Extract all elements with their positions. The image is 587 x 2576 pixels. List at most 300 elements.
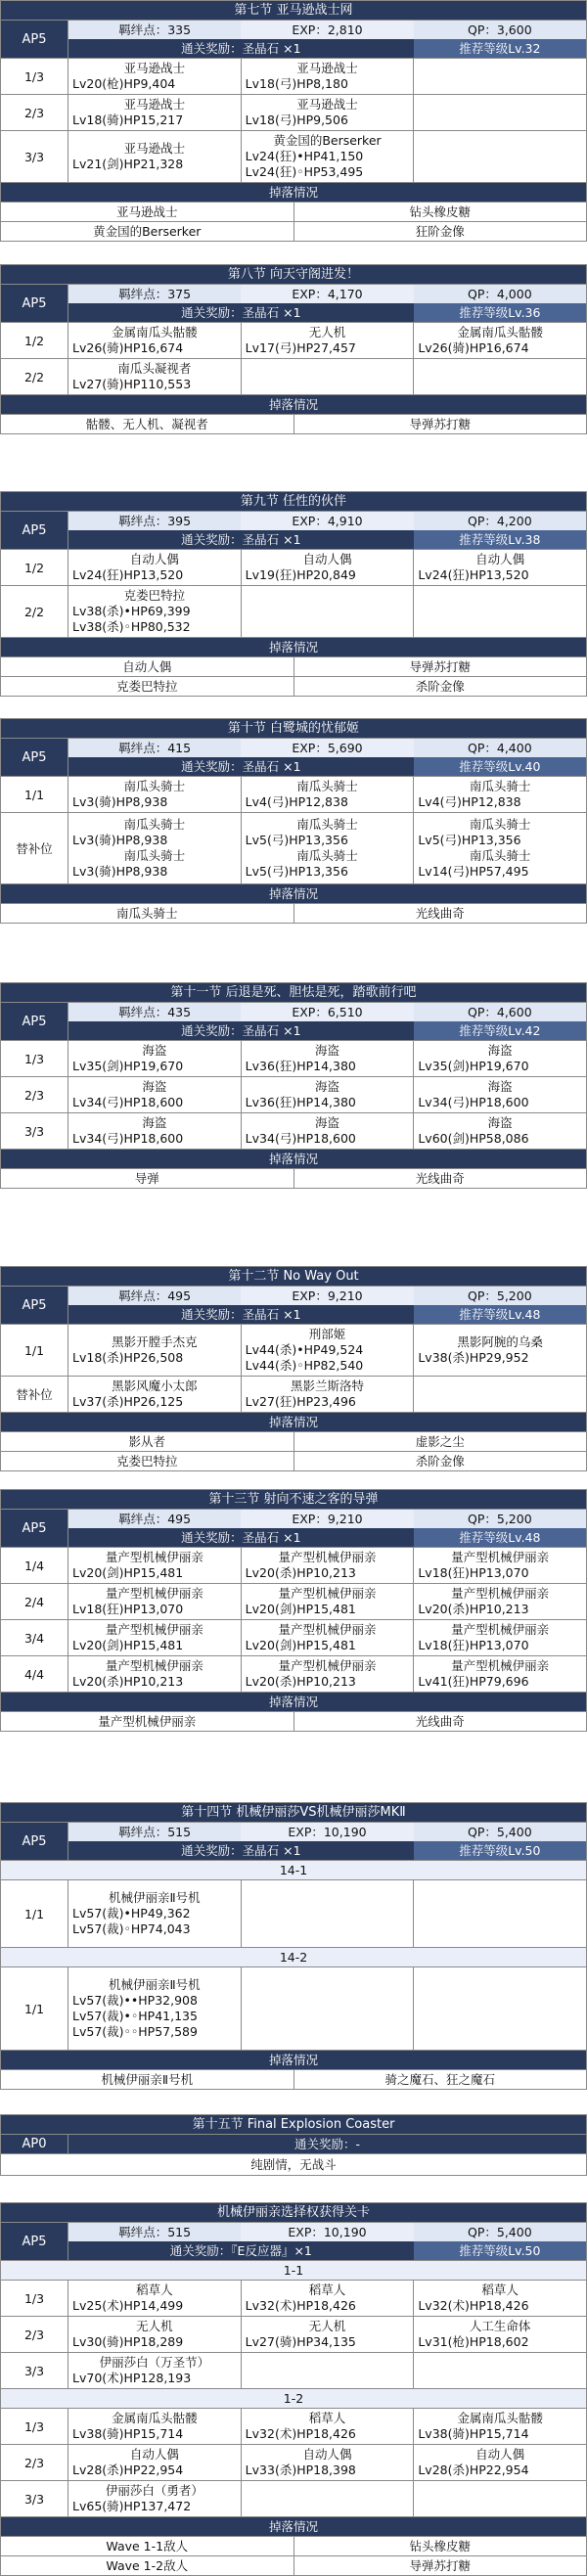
sub-stage-label: 14-2 [1,1947,586,1966]
clear-reward: 通关奖励：圣晶石 ×1 [181,1843,301,1858]
section-title: 第十二节 No Way Out [1,1267,586,1287]
enemy-cell [68,1377,242,1412]
enemy-name: 海盗 [315,1115,340,1130]
bond-points: 羁绊点：435 [68,1003,241,1021]
header-info [68,2223,586,2260]
enemy-name: 南瓜头凝视者 [117,361,192,376]
exp-value: EXP：10,190 [241,1823,413,1841]
drop-source: 影从者 [1,1432,294,1451]
sub-stage-label: 1-2 [1,2388,586,2408]
bond-points: 羁绊点：335 [68,21,241,39]
enemy-name: 黄金国的Berserker [273,133,382,148]
wave-label: 1/2 [1,323,68,358]
reward-row [68,530,586,549]
enemy-cell [68,1077,242,1112]
enemy-name: 无人机 [136,2319,173,2333]
stats-row [68,1823,586,1841]
enemy-cells [68,586,586,637]
ap-cost: AP5 [1,1287,68,1324]
enemy-cell [68,1880,242,1947]
enemy-name: 量产型机械伊丽亲 [278,1622,377,1637]
enemy-stats: Lv24(狂)HP13,520 [72,567,184,582]
qp-value: QP：4,600 [414,1003,586,1021]
enemy-cell [242,1325,415,1376]
recommended-level: 推荐等级Lv.42 [414,1021,586,1040]
reward-row [68,2241,586,2260]
drop-item: 光线曲奇 [415,1714,465,1729]
quest-section [0,1802,587,2090]
enemy-cell [242,1113,415,1149]
recommended-level: 推荐等级Lv.50 [414,2241,586,2260]
drop-item: 导弹苏打糖 [409,2558,471,2573]
enemy-stats: Lv34(弓)HP18,600 [72,1131,184,1146]
header-info [68,739,586,776]
stats-row [68,21,586,39]
wave-row [1,2316,586,2352]
enemy-stats: Lv20(杀)HP10,213 [418,1602,529,1616]
enemy-cell [414,1967,586,2050]
exp-value: EXP：10,190 [241,2223,413,2241]
recommended-level: 推荐等级Lv.50 [414,1841,586,1860]
enemy-stats: Lv33(杀)HP18,398 [245,2463,356,2477]
section-title: 第八节 向天守阁进发！ [1,265,586,285]
enemy-stats: Lv32(术)HP18,426 [418,2298,529,2313]
enemy-name: 黑影阿腕的乌桑 [457,1334,543,1349]
enemy-cell [242,777,415,812]
quest-section [0,264,587,434]
enemy-name: 伊丽莎白（万圣节） [99,2355,210,2370]
qp-value: QP：3,600 [414,21,586,39]
wave-label: 1/2 [1,550,68,585]
enemy-cell [414,1584,586,1619]
wave-label: 2/2 [1,586,68,637]
drop-row [1,1431,586,1451]
enemy-cell [68,1620,242,1655]
enemy-cell [242,1377,415,1412]
enemy-name: 亚马逊战士 [123,61,186,75]
enemy-name: 无人机 [308,2319,346,2333]
enemy-cell [414,2281,586,2316]
enemy-cells [68,59,586,94]
stats-row [68,285,586,303]
recommended-level: 推荐等级Lv.48 [414,1528,586,1547]
drop-source: 导弹 [1,1169,294,1188]
drops-header: 掉落情况 [1,1692,586,1711]
enemy-cells [68,131,586,182]
wave-row [1,549,586,585]
enemy-stats: Lv18(弓)HP8,180 [245,76,348,91]
drop-item: 狂阶金像 [415,224,465,239]
enemy-cell [414,1325,586,1376]
enemy-stats: Lv3(骑)HP8,938 [72,833,168,847]
wave-row [1,1376,586,1412]
ap-cost: AP5 [1,1823,68,1860]
ap-cost: AP5 [1,21,68,58]
enemy-cells [68,2481,586,2516]
enemy-stats: Lv36(狂)HP14,380 [245,1059,356,1073]
section-title: 第十四节 机械伊丽莎VS机械伊丽莎MKⅡ [1,1803,586,1823]
enemy-cell [242,1041,415,1076]
enemy-cells [68,550,586,585]
enemy-name: 自动人偶 [475,2447,525,2462]
enemy-cells [68,323,586,358]
drops-header: 掉落情况 [1,883,586,903]
wave-label: 3/3 [1,131,68,182]
wave-row [1,1655,586,1692]
wave-label: 2/2 [1,359,68,394]
wave-label: 1/3 [1,59,68,94]
enemy-stats: Lv38(骑)HP15,714 [72,2426,184,2441]
header-info [68,512,586,549]
enemy-cells [68,1548,586,1583]
bond-points: 羁绊点：515 [68,1823,241,1841]
section-title: 机械伊丽亲选择权获得关卡 [1,2203,586,2223]
enemy-cell [68,1656,242,1692]
enemy-stats: Lv24(狂)HP13,520 [418,567,529,582]
header-row [1,2223,586,2260]
enemy-cell [68,1325,242,1376]
wave-label: 3/4 [1,1620,68,1655]
enemy-name: 南瓜头骑士 [469,848,531,863]
enemy-cell [68,2281,242,2316]
enemy-stats: Lv20(枪)HP9,404 [72,76,176,91]
wave-label: 1/1 [1,1880,68,1947]
ap-cost: AP5 [1,739,68,776]
clear-reward: 通关奖励：圣晶石 ×1 [181,532,301,547]
enemy-stats: Lv27(骑)HP34,135 [245,2334,356,2349]
qp-value: QP：5,200 [414,1287,586,1305]
enemy-stats: Lv25(术)HP14,499 [72,2298,184,2313]
enemy-stats: Lv4(弓)HP12,838 [245,794,348,809]
enemy-stats: Lv21(剑)HP21,328 [72,157,184,171]
enemy-cell [68,1041,242,1076]
quest-section [0,2114,587,2176]
drop-item: 光线曲奇 [415,1171,465,1186]
wave-row [1,1966,586,2050]
wave-row [1,322,586,358]
enemy-name: 人工生命体 [469,2319,531,2333]
qp-value: QP：4,400 [414,739,586,757]
enemy-stats: Lv36(狂)HP14,380 [245,1095,356,1109]
reward-row [68,39,586,58]
enemy-cells [68,1113,586,1149]
enemy-stats: Lv38(杀)•HP69,399 [72,604,191,618]
enemy-cell [414,95,586,130]
ap-cost: AP5 [1,2223,68,2260]
quest-section [0,982,587,1189]
enemy-cells [68,1584,586,1619]
qp-value: QP：4,200 [414,512,586,530]
drops-header: 掉落情况 [1,182,586,202]
enemy-cell [242,359,415,394]
header-row [1,739,586,776]
enemy-stats: Lv20(杀)HP10,213 [245,1565,356,1580]
clear-reward: 通关奖励：圣晶石 ×1 [181,1307,301,1322]
quest-section [0,718,587,924]
enemy-name: 克娄巴特拉 [123,588,186,603]
enemy-cell [414,359,586,394]
wave-label: 1/1 [1,1967,68,2050]
drops-header: 掉落情况 [1,637,586,656]
enemy-stats: Lv30(骑)HP18,289 [72,2334,184,2349]
wave-row [1,358,586,394]
reward-row [68,757,586,776]
header-info [68,1510,586,1547]
wave-label: 1/1 [1,1325,68,1376]
enemy-cell [68,550,242,585]
enemy-cell [68,2409,242,2444]
drop-item: 导弹苏打糖 [409,659,471,674]
wave-label: 2/4 [1,1584,68,1619]
exp-value: EXP：2,810 [241,21,413,39]
wave-row [1,2280,586,2316]
enemy-stats: Lv34(弓)HP18,600 [245,1131,356,1146]
enemy-cell [68,1113,242,1149]
header-info [68,21,586,58]
enemy-name: 刑部姬 [308,1327,346,1341]
drop-source: 南瓜头骑士 [1,904,294,923]
enemy-name: 自动人偶 [302,552,352,566]
reward-row [68,1305,586,1324]
wave-row [1,1619,586,1655]
enemy-stats: Lv38(杀)HP29,952 [418,1350,529,1365]
enemy-name: 海盗 [487,1115,513,1130]
enemy-name: 南瓜头骑士 [469,817,531,832]
drop-source: 自动人偶 [1,657,294,676]
enemy-cells [68,359,586,394]
reward-row [68,1528,586,1547]
quest-section [0,2202,587,2576]
section-title: 第九节 任性的伙伴 [1,492,586,512]
enemy-name: 南瓜头骑士 [296,848,358,863]
enemy-name: 量产型机械伊丽亲 [278,1586,377,1601]
wave-label: 1/4 [1,1548,68,1583]
drop-row [1,221,586,241]
clear-reward: 通关奖励：圣晶石 ×1 [181,41,301,56]
enemy-stats: Lv32(术)HP18,426 [245,2298,356,2313]
enemy-name: 自动人偶 [475,552,525,566]
reward-row [68,303,586,322]
enemy-stats: Lv24(狂)•HP41,150 [245,149,364,163]
enemy-name: 量产型机械伊丽亲 [278,1550,377,1564]
sub-stage-label: 14-1 [1,1860,586,1879]
wave-label: 1/3 [1,2281,68,2316]
drop-source: 克娄巴特拉 [1,1452,294,1470]
enemy-cells [68,2317,586,2352]
enemy-cells [68,777,586,812]
enemy-name: 量产型机械伊丽亲 [105,1622,203,1637]
wave-row [1,812,586,883]
reward-row [68,2135,586,2153]
enemy-cell [242,586,415,637]
enemy-name: 自动人偶 [302,2447,352,2462]
drop-row [1,2069,586,2089]
enemy-name: 量产型机械伊丽亲 [451,1658,550,1673]
section-title: 第十三节 射向不速之客的导弹 [1,1490,586,1510]
enemy-cell [68,1548,242,1583]
clear-reward: 通关奖励：『E反应器』×1 [169,2243,312,2258]
drop-source: Wave 1-2敌人 [1,2556,294,2575]
stats-row [68,2223,586,2241]
enemy-cell [242,2445,415,2480]
enemy-name: 海盗 [142,1115,167,1130]
enemy-name: 稻草人 [136,2282,173,2297]
enemy-name: 亚马逊战士 [296,97,358,112]
wave-label: 1/1 [1,777,68,812]
enemy-stats: Lv70(术)HP128,193 [72,2371,192,2385]
clear-reward: 通关奖励：圣晶石 ×1 [181,305,301,320]
enemy-stats: Lv20(剑)HP15,481 [245,1602,356,1616]
header-row [1,512,586,549]
enemy-name: 量产型机械伊丽亲 [105,1586,203,1601]
enemy-cell [414,1041,586,1076]
clear-reward: 通关奖励：圣晶石 ×1 [181,759,301,774]
drop-item: 光线曲奇 [415,906,465,921]
clear-reward: 通关奖励：圣晶石 ×1 [181,1530,301,1545]
enemy-stats: Lv19(狂)HP20,849 [245,567,356,582]
drop-source: 骷髅、无人机、凝视者 [1,415,294,433]
drop-item: 杀阶金像 [415,679,465,694]
section-title: 第十一节 后退是死、胆怯是死，踏歌前行吧 [1,983,586,1003]
enemy-stats: Lv57(裁)••HP32,908 [72,1993,198,2008]
reward-row [68,1841,586,1860]
enemy-name: 自动人偶 [129,552,179,566]
enemy-name: 海盗 [487,1043,513,1058]
enemy-cell [242,59,415,94]
enemy-cell [68,95,242,130]
enemy-stats: Lv38(杀)◦HP80,532 [72,619,191,634]
wave-row [1,2352,586,2388]
enemy-stats: Lv17(弓)HP27,457 [245,340,356,355]
bond-points: 羁绊点：375 [68,285,241,303]
enemy-stats: Lv41(狂)HP79,696 [418,1674,529,1689]
drop-item: 骑之魔石、狂之魔石 [384,2072,495,2087]
drop-row [1,1451,586,1470]
wave-label: 1/3 [1,2409,68,2444]
stats-row [68,1003,586,1021]
wave-label: 替补位 [1,813,68,883]
enemy-stats: Lv37(杀)HP26,125 [72,1394,184,1409]
enemy-name: 南瓜头骑士 [296,817,358,832]
drops-header: 掉落情况 [1,2516,586,2536]
enemy-stats: Lv26(骑)HP16,674 [72,340,184,355]
enemy-stats: Lv20(杀)HP10,213 [72,1674,184,1689]
wave-row [1,585,586,637]
enemy-stats: Lv5(弓)HP13,356 [418,833,521,847]
enemy-stats: Lv18(骑)HP15,217 [72,113,184,127]
enemy-cell [414,1620,586,1655]
enemy-cell [242,1077,415,1112]
bond-points: 羁绊点：495 [68,1287,241,1305]
wave-label: 2/3 [1,95,68,130]
enemy-cell [68,1967,242,2050]
enemy-name: 量产型机械伊丽亲 [451,1622,550,1637]
enemy-cell [242,2317,415,2352]
enemy-name: 南瓜头骑士 [123,817,186,832]
enemy-cell [242,323,415,358]
drop-item: 虚影之尘 [415,1434,465,1449]
enemy-cell [414,1077,586,1112]
header-row [1,1287,586,1324]
enemy-name: 量产型机械伊丽亲 [451,1586,550,1601]
qp-value: QP：5,200 [414,1510,586,1528]
drops-header: 掉落情况 [1,2050,586,2069]
enemy-stats: Lv4(弓)HP12,838 [418,794,521,809]
enemy-cell [242,1584,415,1619]
qp-value: QP：5,400 [414,2223,586,2241]
bond-points: 羁绊点：515 [68,2223,241,2241]
enemy-cell [242,95,415,130]
wave-row [1,1879,586,1947]
enemy-stats: Lv18(弓)HP9,506 [245,113,348,127]
drop-item: 钻头橡皮糖 [409,2539,471,2553]
wave-label: 3/3 [1,2481,68,2516]
enemy-name: 海盗 [142,1043,167,1058]
enemy-stats: Lv18(狂)HP13,070 [72,1602,184,1616]
recommended-level: 推荐等级Lv.40 [414,757,586,776]
enemy-name: 金属南瓜头骷髅 [112,325,198,339]
enemy-stats: Lv32(术)HP18,426 [245,2426,356,2441]
enemy-name: 金属南瓜头骷髅 [112,2411,198,2425]
enemy-name: 稻草人 [308,2282,346,2297]
enemy-stats: Lv18(狂)HP13,070 [418,1565,529,1580]
header-info [68,285,586,322]
enemy-cells [68,1656,586,1692]
reward-row [68,1021,586,1040]
header-row [1,1823,586,1860]
enemy-cell [68,59,242,94]
header-info [68,2135,586,2153]
enemy-cell [68,1584,242,1619]
drop-row [1,676,586,696]
enemy-stats: Lv24(狂)◦HP53,495 [245,164,364,179]
qp-value: QP：5,400 [414,1823,586,1841]
drop-row [1,2555,586,2575]
enemy-cell [68,813,242,883]
enemy-name: 亚马逊战士 [123,141,186,156]
header-info [68,1003,586,1040]
wave-row [1,130,586,182]
enemy-cell [68,2481,242,2516]
quest-section [0,1489,587,1732]
enemy-cell [68,2353,242,2388]
clear-reward: 通关奖励：圣晶石 ×1 [181,1023,301,1038]
header-row [1,1003,586,1040]
enemy-name: 量产型机械伊丽亲 [451,1550,550,1564]
ap-cost: AP5 [1,285,68,322]
enemy-name: 无人机 [308,325,346,339]
enemy-stats: Lv65(骑)HP137,472 [72,2499,192,2513]
enemy-name: 伊丽莎白（勇者） [105,2483,203,2498]
stats-row [68,1510,586,1528]
enemy-stats: Lv3(骑)HP8,938 [72,794,168,809]
wave-label: 3/3 [1,2353,68,2388]
enemy-cell [414,2353,586,2388]
enemy-stats: Lv57(裁)•HP49,362 [72,1906,191,1921]
enemy-cells [68,1377,586,1412]
enemy-cells [68,1077,586,1112]
wave-label: 3/3 [1,1113,68,1149]
enemy-cell [242,131,415,182]
enemy-stats: Lv38(骑)HP15,714 [418,2426,529,2441]
enemy-cells [68,2281,586,2316]
wave-label: 4/4 [1,1656,68,1692]
enemy-name: 黑影兰斯洛特 [291,1378,365,1393]
enemy-name: 机械伊丽亲Ⅱ号机 [109,1890,201,1905]
enemy-stats: Lv27(骑)HP110,553 [72,377,192,391]
enemy-cell [68,323,242,358]
enemy-cell [68,777,242,812]
